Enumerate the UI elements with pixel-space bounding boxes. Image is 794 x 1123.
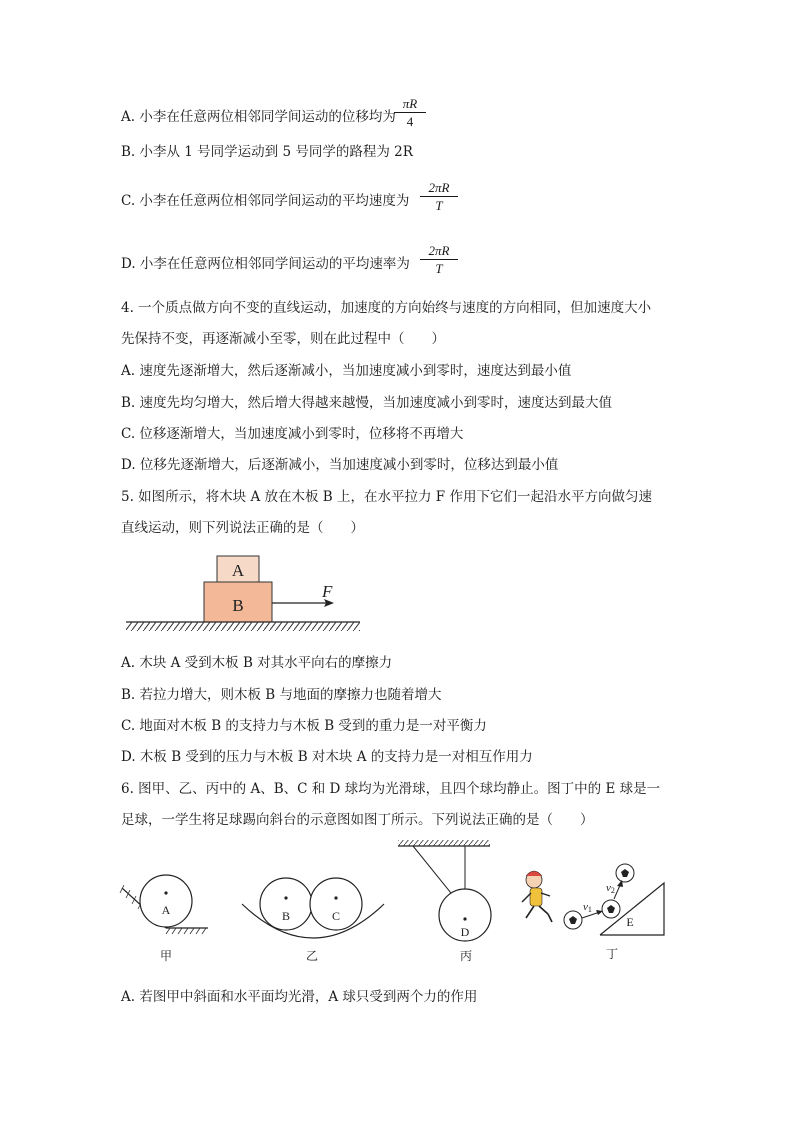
q5-option-a: A. 木块 A 受到木板 B 对其水平向右的摩擦力: [121, 655, 393, 671]
q4-option-b: B. 速度先均匀增大，然后增大得越来越慢，当加速度减小到零时，速度达到最大值: [121, 395, 613, 411]
q3-option-b: B. 小李从 1 号同学运动到 5 号同学的路程为 2R: [121, 144, 413, 160]
force-label: F: [322, 582, 333, 601]
q6-stem-line2: 足球，一学生将足球踢向斜台的示意图如图丁所示。下列说法正确的是（ ）: [121, 812, 594, 828]
figure-jia: [120, 875, 208, 963]
caption-yi: 乙: [305, 949, 319, 963]
q5-option-b: B. 若拉力增大，则木板 B 与地面的摩擦力也随着增大: [121, 687, 442, 703]
caption-bing: 丙: [459, 949, 473, 963]
q6-stem-line1: 6. 图甲、乙、丙中的 A、B、C 和 D 球均为光滑球，且四个球均静止。图丁中的 E 球是一: [121, 781, 661, 797]
figure-yi: [242, 878, 384, 963]
q5-option-c: C. 地面对木板 B 的支持力与木板 B 受到的重力是一对平衡力: [121, 718, 487, 734]
q4-stem-line2: 先保持不变，再逐渐减小至零，则在此过程中（ ）: [121, 331, 445, 347]
ball-a: [140, 875, 192, 927]
q5-option-d: D. 木板 B 受到的压力与木板 B 对木块 A 的支持力是一对相互作用力: [121, 749, 533, 765]
ball-d-label: D: [460, 925, 470, 939]
q3-option-d-fraction: 2πR T: [420, 243, 458, 276]
caption-jia: 甲: [159, 949, 173, 963]
football-icon: [616, 864, 634, 882]
velocity-v2-label: v2: [606, 882, 615, 895]
velocity-v1-label: v1: [583, 901, 592, 914]
football-icon: [602, 900, 620, 918]
q4-option-a: A. 速度先逐渐增大，然后逐渐减小，当加速度减小到零时，速度达到最小值: [121, 363, 572, 379]
football-icon: [564, 911, 582, 929]
student-kicking-icon: [522, 871, 552, 922]
q3-option-a-fraction: πR 4: [394, 96, 426, 129]
q5-figure-blocks: [120, 550, 370, 640]
q3-option-c-fraction: 2πR T: [420, 180, 458, 213]
block-b-label: B: [232, 596, 244, 615]
caption-ding: 丁: [605, 947, 619, 961]
ground-hatch: [126, 622, 360, 631]
figure-bing: [398, 840, 491, 963]
ball-c-label: C: [331, 909, 341, 923]
q4-option-c: C. 位移逐渐增大，当加速度减小到零时，位移将不再增大: [121, 426, 464, 442]
q5-stem-line2: 直线运动，则下列说法正确的是（ ）: [121, 520, 364, 536]
q4-option-d: D. 位移先逐渐增大，后逐渐减小，当加速度减小到零时，位移达到最小值: [121, 457, 559, 473]
figure-ding: [522, 864, 664, 961]
q6-figures: [110, 838, 680, 968]
q5-stem-line1: 5. 如图所示，将木块 A 放在木板 B 上，在水平拉力 F 作用下它们一起沿水平方向做匀速: [121, 489, 652, 505]
ball-b-label: B: [281, 909, 291, 923]
q3-option-d: D. 小李在任意两位相邻同学间运动的平均速率为: [121, 256, 410, 272]
ball-a-label: A: [161, 903, 171, 917]
q4-stem-line1: 4. 一个质点做方向不变的直线运动，加速度的方向始终与速度的方向相同，但加速度大小: [121, 300, 652, 316]
q6-option-a: A. 若图甲中斜面和水平面均光滑，A 球只受到两个力的作用: [121, 989, 478, 1005]
ball-e-label: E: [626, 915, 634, 929]
q3-option-a: A. 小李在任意两位相邻同学间运动的位移均为: [121, 109, 396, 125]
block-a-label: A: [231, 561, 245, 580]
q3-option-c: C. 小李在任意两位相邻同学间运动的平均速度为: [121, 193, 410, 209]
